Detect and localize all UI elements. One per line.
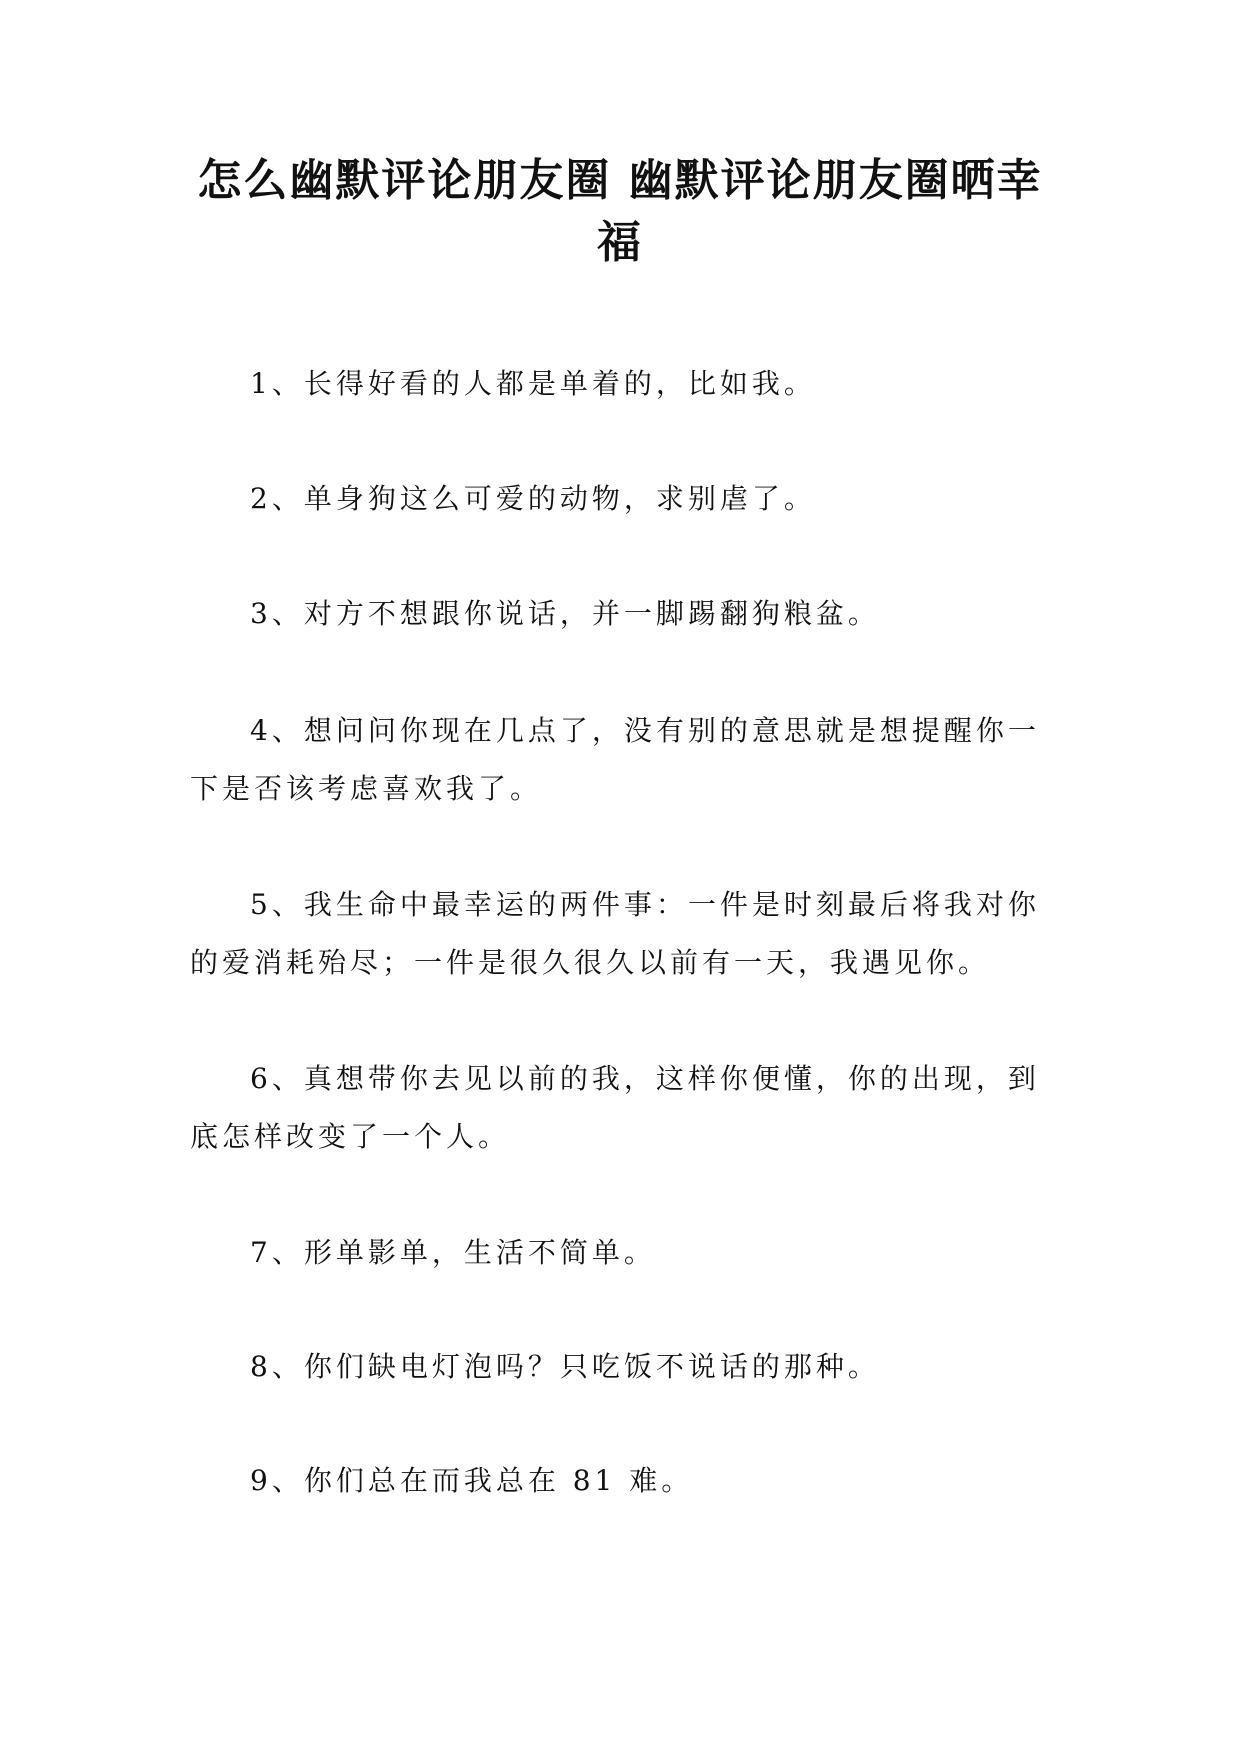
- paragraph-6: 6、真想带你去见以前的我，这样你便懂，你的出现，到底怎样改变了一个人。: [190, 1062, 1040, 1153]
- paragraph-9: 9、你们总在而我总在 81 难。: [250, 1464, 694, 1497]
- paragraph-1: 1、长得好看的人都是单着的，比如我。: [250, 367, 816, 400]
- document-title: 怎么幽默评论朋友圈 幽默评论朋友圈晒幸福: [197, 155, 1043, 268]
- paragraph-7: 7、形单影单，生活不简单。: [250, 1236, 656, 1269]
- paragraph-5: 5、我生命中最幸运的两件事：一件是时刻最后将我对你的爱消耗殆尽；一件是很久很久以前有一天，我遇见你。: [190, 888, 1040, 979]
- paragraph-8: 8、你们缺电灯泡吗？只吃饭不说话的那种。: [250, 1350, 880, 1383]
- paragraph-4: 4、想问问你现在几点了，没有别的意思就是想提醒你一下是否该考虑喜欢我了。: [190, 714, 1040, 805]
- paragraph-3: 3、对方不想跟你说话，并一脚踢翻狗粮盆。: [250, 597, 880, 630]
- paragraph-2: 2、单身狗这么可爱的动物，求别虐了。: [250, 482, 816, 515]
